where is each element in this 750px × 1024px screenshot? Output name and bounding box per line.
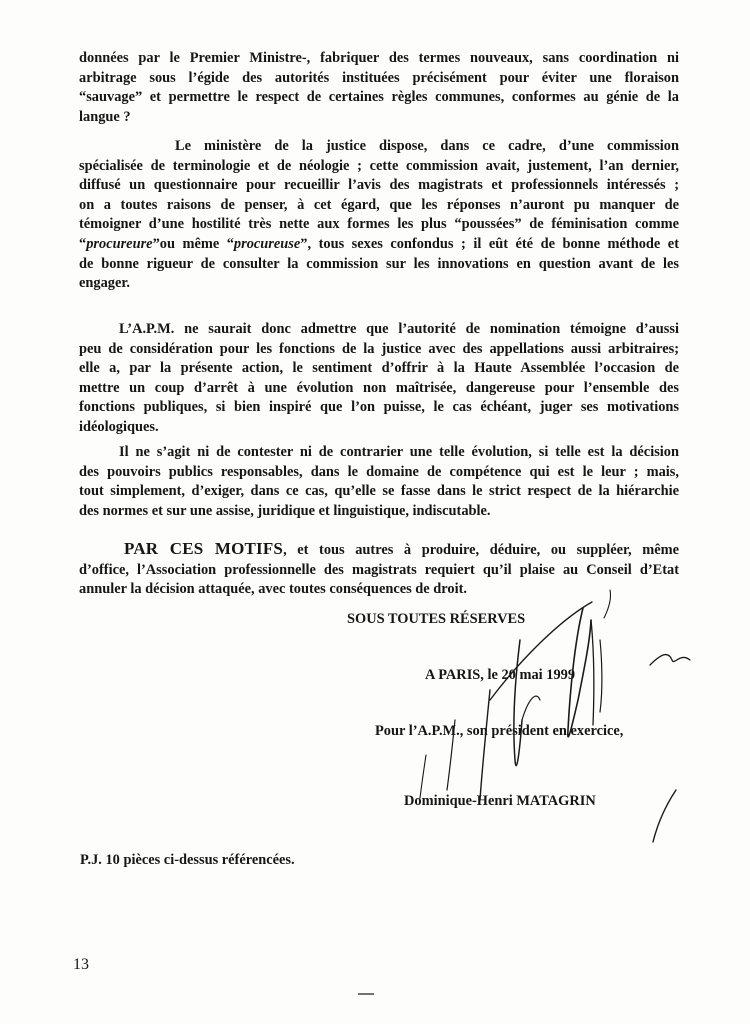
sous-toutes-reserves: SOUS TOUTES RÉSERVES bbox=[347, 611, 526, 627]
text-line: données par le Premier Ministre-, fabriquer des termes nouveaux, sans coordination ni bbox=[79, 50, 679, 66]
paragraph-1 bbox=[79, 49, 679, 127]
text-line: peu de considération pour les fonctions de la justice avec des appellations aussi arbitraires; bbox=[79, 340, 679, 357]
place-date: A PARIS, le 20 mai 1999 bbox=[425, 667, 576, 683]
text-line: d’office, l’Association professionnelle des magistrats requiert qu’il plaise au Conseil d’Etat bbox=[79, 561, 679, 578]
text-line: “sauvage” et permettre le respect de certaines règles communes, conformes au génie de la bbox=[79, 89, 679, 106]
text-line: langue ? bbox=[79, 108, 131, 125]
signatory-name: Dominique-Henri MATAGRIN bbox=[404, 793, 596, 809]
paragraph-4 bbox=[79, 443, 679, 521]
paragraph-3 bbox=[79, 320, 679, 438]
text-line: des normes et sur une assise, juridique et linguistique, indiscutable. bbox=[79, 502, 491, 519]
text-line: arbitrage sous l’égide des autorités instituées précisément pour éviter une floraison bbox=[79, 69, 679, 86]
text-line: on a toutes raisons de penser, à cet égard, que les réponses n’auront pu manquer de bbox=[79, 196, 679, 213]
par-ces-motifs: PAR CES MOTIFS bbox=[124, 539, 284, 558]
text-line: tout simplement, d’exiger, dans ce cas, qu’elle se fasse dans le strict respect de la hiérarchie bbox=[79, 483, 679, 500]
text-line: “procureure”ou même “procureuse”, tous sexes confondus ; il eût été de bonne méthode et bbox=[79, 235, 679, 252]
text-line: engager. bbox=[79, 275, 131, 292]
paragraph-2 bbox=[79, 137, 679, 294]
text-line: Le ministère de la justice dispose, dans ce cadre, d’une commission bbox=[175, 138, 679, 154]
text-line: elle a, par la présente action, le sentiment d’offrir à la Haute Assemblée l’occasion de bbox=[79, 360, 679, 377]
italic-term: procureure bbox=[86, 235, 153, 252]
enclosures-note: P.J. 10 pièces ci-dessus référencées. bbox=[80, 852, 295, 868]
italic-term: procureuse bbox=[233, 235, 301, 252]
text-line: fonctions publiques, si bien inspiré que l’on puisse, le cas échéant, juger ses motivations bbox=[79, 399, 679, 416]
text-line: idéologiques. bbox=[79, 418, 159, 435]
text-line: témoigner d’une hostilité très nette aux formes les plus “poussées” de féminisation comme bbox=[79, 216, 679, 233]
text-line: Il ne s’agit ni de contester ni de contrarier une telle évolution, si telle est la décision bbox=[119, 444, 679, 460]
for-apm-line: Pour l’A.P.M., son président en exercice, bbox=[375, 723, 624, 739]
text-line: spécialisée de terminologie et de néologie ; cette commission avait, justement, l’an dernier, bbox=[79, 157, 679, 174]
text-line: des pouvoirs publics responsables, dans le domaine de compétence qui est le leur ; mais, bbox=[79, 463, 679, 480]
text-line: PAR CES MOTIFS, et tous autres à produire, déduire, ou suppléer, même bbox=[124, 539, 679, 558]
text-line: annuler la décision attaquée, avec toutes conséquences de droit. bbox=[79, 581, 468, 598]
text-line: L’A.P.M. ne saurait donc admettre que l’autorité de nomination témoigne d’aussi bbox=[119, 321, 679, 337]
page-number: 13 bbox=[73, 956, 89, 973]
text-line: mettre un coup d’arrêt à une évolution non maîtrisée, dangereuse pour l’ensemble des bbox=[79, 379, 679, 396]
text-line: de bonne rigueur de consulter la commission sur les innovations en question avant de les bbox=[79, 255, 679, 272]
paragraph-5 bbox=[79, 539, 679, 600]
text-line: diffusé un questionnaire pour recueillir l’avis des magistrats et professionnels intéressés ; bbox=[79, 177, 679, 194]
